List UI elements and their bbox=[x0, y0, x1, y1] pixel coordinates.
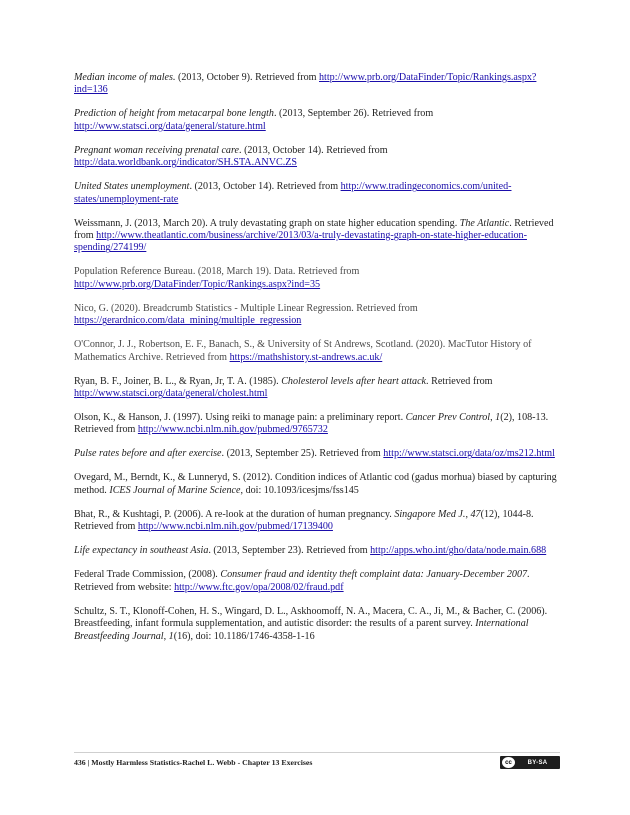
reference-title: United States unemployment bbox=[74, 181, 190, 193]
reference-link[interactable]: http://www.statsci.org/data/general/cholest.html bbox=[74, 388, 268, 400]
reference-entry bbox=[74, 108, 560, 133]
reference-link[interactable]: http://www.prb.org/DataFinder/Topic/Rankings.aspx?ind=35 bbox=[74, 278, 321, 290]
reference-link[interactable]: http://www.tradingeconomics.com/united-states/unemployment-rate bbox=[74, 181, 512, 205]
reference-entry bbox=[74, 412, 560, 437]
creative-commons-icon: cc bbox=[502, 757, 515, 768]
reference-text: . Retrieved from bbox=[74, 217, 554, 242]
reference-link[interactable]: http://www.prb.org/DataFinder/Topic/Rankings.aspx?ind=136 bbox=[74, 72, 537, 96]
reference-title: Life expectancy in southeast Asia bbox=[74, 545, 209, 557]
reference-link[interactable]: https://mathshistory.st-andrews.ac.uk/ bbox=[229, 351, 383, 363]
reference-authors: Federal Trade Commission, (2008). bbox=[74, 569, 221, 581]
license-label: BY-SA bbox=[527, 759, 548, 766]
reference-text: . (2013, September 26). Retrieved from bbox=[273, 108, 434, 120]
reference-volume: 1 bbox=[168, 630, 174, 642]
reference-text: , bbox=[490, 412, 496, 424]
footer-text: 436 | Mostly Harmless Statistics-Rachel L. Webb - Chapter 13 Exercises bbox=[74, 758, 313, 767]
reference-journal: Cancer Prev Control bbox=[405, 412, 491, 424]
reference-journal: Consumer fraud and identity theft complaint data: January-December 2007 bbox=[220, 569, 528, 581]
reference-journal: Cholesterol levels after heart attack bbox=[281, 375, 427, 387]
reference-authors: Schultz, S. T., Klonoff-Cohen, H. S., Wingard, D. L., Askhoomoff, N. A., Macera, C. A., Ji, M., & Bacher, C. (2006). Breastfeeding, infant formula supplementation, and autistic disorder: the results of a parent survey. bbox=[74, 605, 548, 630]
reference-authors: Population Reference Bureau. (2018, March 19). Data. Retrieved from bbox=[74, 266, 360, 278]
reference-text: (2013, October 9). Retrieved from bbox=[175, 72, 319, 83]
reference-text: . (2013, October 14). Retrieved from bbox=[189, 181, 341, 193]
reference-authors: Nico, G. (2020). Breadcrumb Statistics - Multiple Linear Regression. Retrieved from bbox=[74, 302, 418, 314]
reference-text: , doi: 10.1093/icesjms/fss145 bbox=[240, 484, 359, 496]
reference-entry bbox=[74, 606, 560, 643]
reference-text: . (2013, September 25). Retrieved from bbox=[221, 448, 384, 460]
reference-entry bbox=[74, 145, 560, 170]
reference-text: , bbox=[465, 508, 471, 520]
reference-link[interactable]: http://www.ftc.gov/opa/2008/02/fraud.pdf bbox=[174, 581, 344, 593]
reference-link[interactable]: http://www.theatlantic.com/business/archive/2013/03/a-truly-devastating-graph-on-state-higher-education-spending/274199/ bbox=[74, 230, 527, 254]
reference-entry bbox=[74, 218, 560, 255]
reference-authors: Ryan, B. F., Joiner, B. L., & Ryan, Jr, T. A. (1985). bbox=[74, 375, 282, 387]
reference-authors: Olson, K., & Hanson, J. (1997). Using reiki to manage pain: a preliminary report. bbox=[74, 412, 406, 424]
reference-journal: The Atlantic bbox=[459, 217, 510, 229]
reference-title: Median income of males. bbox=[74, 72, 176, 83]
reference-text: . Retrieved from website: bbox=[74, 569, 530, 593]
reference-entry bbox=[74, 266, 560, 291]
reference-entry bbox=[74, 545, 560, 557]
cc-by-sa-license-badge[interactable] bbox=[500, 756, 560, 769]
reference-entry bbox=[74, 509, 560, 534]
reference-journal: ICES Journal of Marine Science bbox=[109, 484, 241, 496]
reference-title: Pulse rates before and after exercise bbox=[74, 448, 222, 460]
reference-text: . (2013, October 14). Retrieved from bbox=[239, 144, 388, 156]
reference-title: Pregnant woman receiving prenatal care bbox=[74, 144, 240, 156]
reference-authors: O'Connor, J. J., Robertson, E. F., Banach, S., & University of St Andrews, Scotland. (2020). MacTutor History of Mathematics Archive. Retrieved from bbox=[74, 339, 532, 363]
reference-authors: Weissmann, J. (2013, March 20). A truly devastating graph on state higher education spending. bbox=[74, 217, 460, 229]
reference-entry bbox=[74, 376, 560, 401]
reference-list bbox=[74, 72, 560, 655]
reference-entry bbox=[74, 303, 560, 328]
reference-entry bbox=[74, 339, 560, 364]
reference-entry bbox=[74, 72, 560, 97]
reference-link[interactable]: http://apps.who.int/gho/data/node.main.688 bbox=[370, 545, 547, 557]
reference-text: (2), 108-13. Retrieved from bbox=[74, 412, 549, 436]
page-footer bbox=[74, 752, 560, 771]
reference-entry bbox=[74, 448, 560, 460]
reference-volume: 1 bbox=[495, 412, 501, 424]
reference-journal: Singapore Med J. bbox=[394, 508, 466, 520]
reference-link[interactable]: http://www.statsci.org/data/general/stature.html bbox=[74, 120, 266, 132]
reference-entry bbox=[74, 472, 560, 497]
reference-link[interactable]: http://data.worldbank.org/indicator/SH.STA.ANVC.ZS bbox=[74, 157, 298, 169]
reference-text: , bbox=[163, 630, 169, 642]
reference-entry bbox=[74, 569, 560, 594]
reference-text: (16), doi: 10.1186/1746-4358-1-16 bbox=[173, 630, 315, 642]
reference-entry bbox=[74, 181, 560, 206]
reference-journal: International Breastfeeding Journal bbox=[74, 618, 529, 642]
reference-text: . Retrieved from bbox=[426, 375, 493, 387]
reference-link[interactable]: http://www.ncbi.nlm.nih.gov/pubmed/9765732 bbox=[137, 424, 328, 436]
reference-volume: 47 bbox=[470, 508, 481, 520]
reference-authors: Bhat, R., & Kushtagi, P. (2006). A re-look at the duration of human pregnancy. bbox=[74, 508, 395, 520]
reference-text: (12), 1044-8. Retrieved from bbox=[74, 508, 534, 533]
reference-authors: Ovegard, M., Berndt, K., & Lunneryd, S. (2012). Condition indices of Atlantic cod (gadus morhua) biased by capturing method. bbox=[74, 472, 557, 496]
reference-link[interactable]: http://www.ncbi.nlm.nih.gov/pubmed/17139400 bbox=[137, 521, 333, 533]
reference-link[interactable]: https://gerardnico.com/data_mining/multiple_regression bbox=[74, 315, 302, 327]
reference-link[interactable]: http://www.statsci.org/data/oz/ms212.html bbox=[383, 448, 555, 460]
reference-text: . (2013, September 23). Retrieved from bbox=[208, 545, 371, 557]
reference-title: Prediction of height from metacarpal bone length bbox=[74, 108, 274, 120]
